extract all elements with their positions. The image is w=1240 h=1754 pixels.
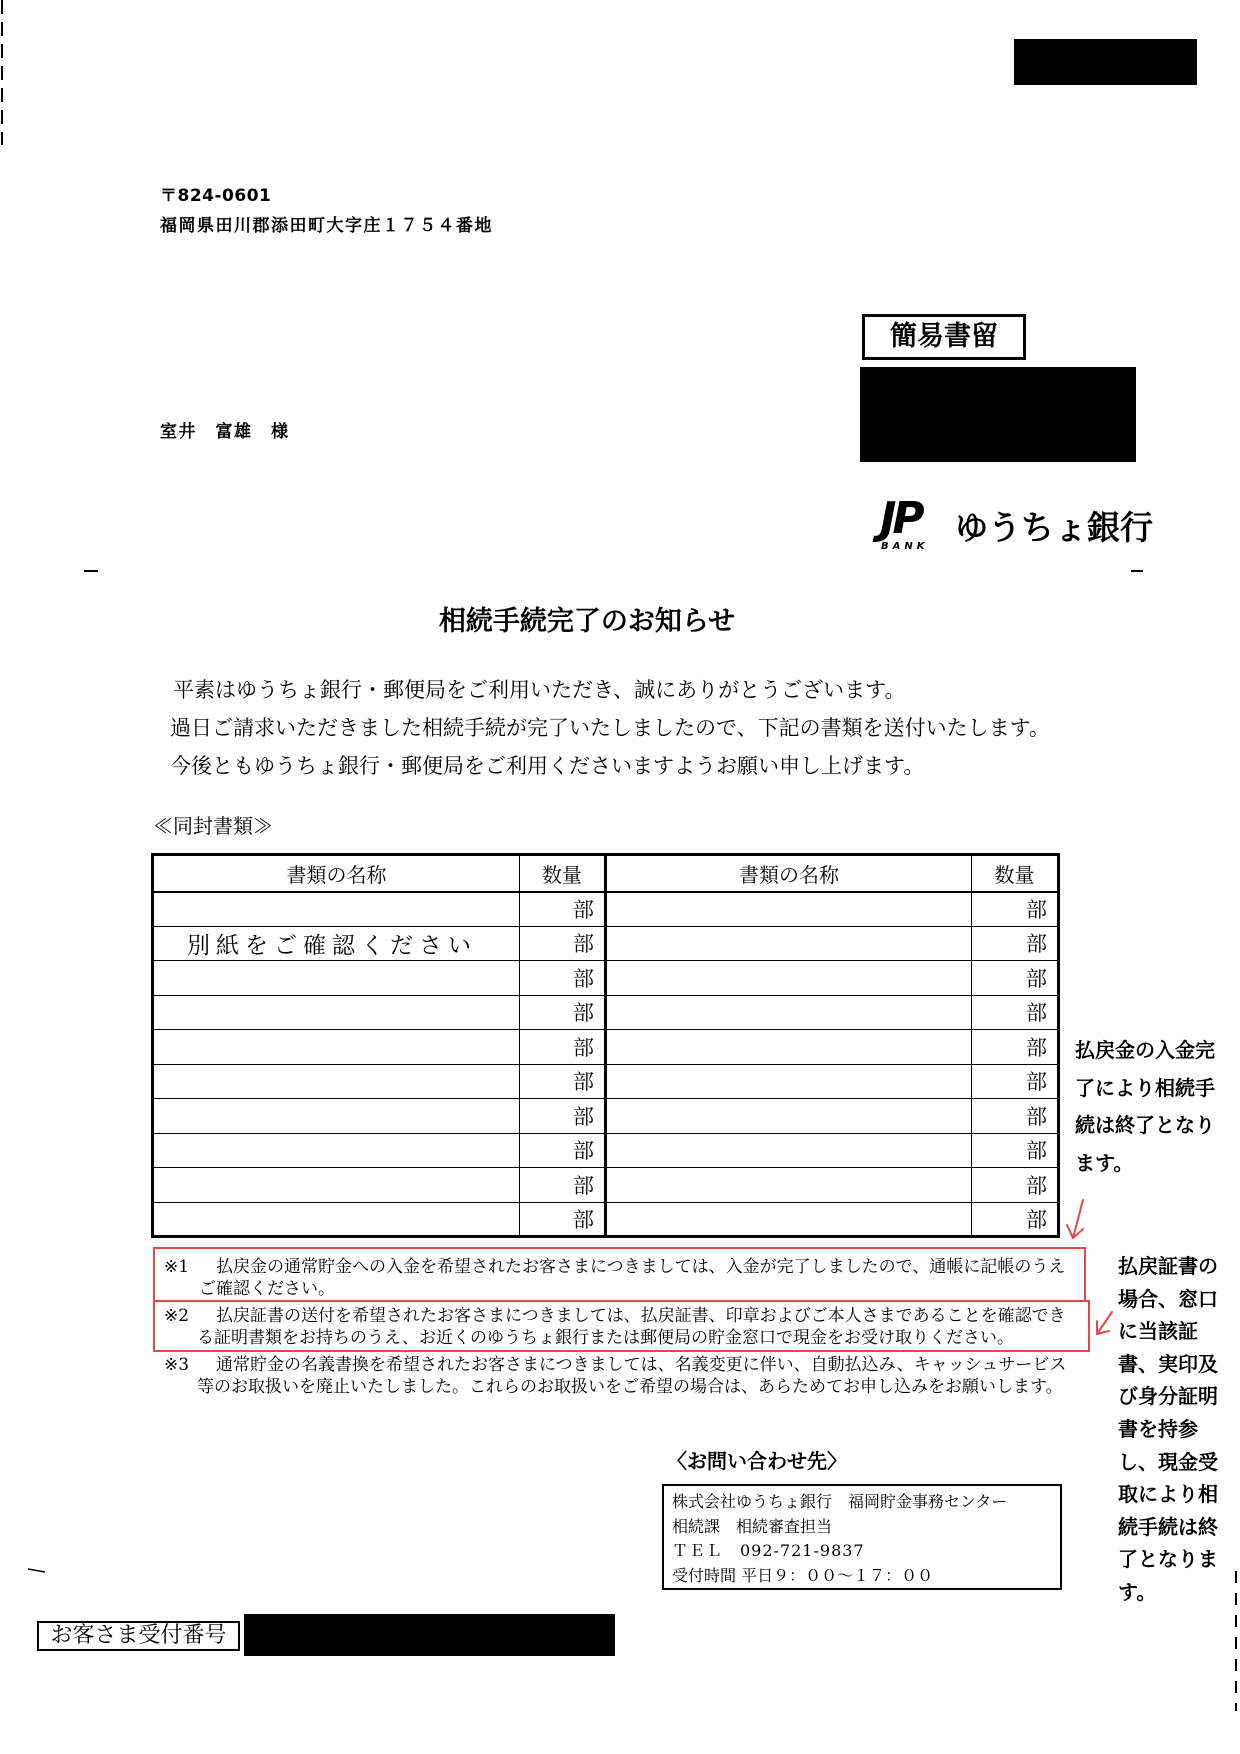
note-1 [164, 1256, 1065, 1300]
jp-bank-logo-mark: JP [880, 493, 921, 544]
recipient-address: 福岡県田川郡添田町大字庄１７５４番地 [160, 216, 493, 236]
jp-bank-logo-sub: BANK [881, 541, 929, 552]
table-row [153, 892, 1059, 927]
document-name-cell [153, 892, 520, 927]
document-name-cell [606, 892, 972, 927]
document-name-cell [153, 995, 520, 1030]
document-name-cell [153, 1202, 520, 1237]
document-name-cell [606, 1064, 972, 1099]
quantity-cell: 部 [520, 1168, 606, 1203]
document-name-cell: 別紙をご確認ください [153, 926, 520, 961]
annotation-line: 了により相続手 [1075, 1075, 1215, 1100]
annotation-line: 書、実印及 [1118, 1351, 1218, 1376]
note-line: ご確認ください。 [199, 1279, 335, 1299]
quantity-cell: 部 [972, 1168, 1059, 1203]
body-paragraph [170, 671, 1050, 785]
table-row [153, 1202, 1059, 1237]
quantity-cell: 部 [520, 926, 606, 961]
annotation-line: し、現金受 [1118, 1449, 1218, 1474]
document-name-cell [153, 1099, 520, 1134]
quantity-cell: 部 [972, 1202, 1059, 1237]
contact-heading: 〈お問い合わせ先〉 [667, 1449, 847, 1473]
annotation-line: す。 [1118, 1579, 1157, 1604]
document-name-cell [606, 995, 972, 1030]
scan-edge-mark-left [0, 0, 4, 150]
document-name-cell [153, 1064, 520, 1099]
annotation-line: 続手続は終 [1118, 1514, 1218, 1539]
quantity-cell: 部 [972, 1099, 1059, 1134]
note-marker: ※3 [164, 1355, 190, 1375]
annotation-line: 場合、窓口 [1118, 1286, 1218, 1311]
quantity-cell: 部 [972, 1030, 1059, 1065]
document-name-cell [606, 961, 972, 996]
note-marker: ※2 [164, 1306, 190, 1326]
note-line: 通常貯金の名義書換を希望されたお客さまにつきましては、名義変更に伴い、自動払込み、キャッシュサービス [216, 1355, 1067, 1375]
note-line: 払戻金の通常貯金への入金を希望されたお客さまにつきましては、入金が完了しましたので、通帳に記帳のうえ [216, 1257, 1066, 1277]
annotation-line: ます。 [1075, 1151, 1134, 1176]
document-name-cell [606, 926, 972, 961]
enclosures-heading: ≪同封書類≫ [153, 814, 273, 838]
quantity-cell: 部 [520, 892, 606, 927]
quantity-cell: 部 [520, 961, 606, 996]
header-document-name: 書類の名称 [153, 855, 520, 892]
body-line: 過日ご請求いただきました相続手続が完了いたしましたので、下記の書類を送付いたします。 [170, 716, 1050, 740]
document-name-cell [606, 1133, 972, 1168]
header-quantity: 数量 [972, 855, 1059, 892]
document-name-cell [153, 1030, 520, 1065]
annotation-arrow-icon [1093, 1310, 1115, 1338]
annotation-arrow-icon [1064, 1198, 1088, 1244]
annotation-line: 続は終了となり [1075, 1113, 1215, 1138]
header-document-name: 書類の名称 [606, 855, 972, 892]
fold-mark-right [1131, 570, 1143, 572]
quantity-cell: 部 [972, 926, 1059, 961]
quantity-cell: 部 [520, 1133, 606, 1168]
contact-details [672, 1490, 1007, 1589]
body-line: 平素はゆうちょ銀行・郵便局をご利用いただき、誠にありがとうございます。 [173, 678, 906, 702]
recipient-name: 室井 富雄 様 [160, 422, 290, 442]
redaction-box [860, 367, 1136, 462]
quantity-cell: 部 [520, 1099, 606, 1134]
quantity-cell: 部 [972, 961, 1059, 996]
side-annotation-deposit [1075, 1032, 1215, 1183]
quantity-cell: 部 [972, 995, 1059, 1030]
fold-mark-left [84, 570, 98, 572]
document-name-cell [606, 1168, 972, 1203]
quantity-cell: 部 [972, 892, 1059, 927]
registered-mail-stamp: 簡易書留 [862, 314, 1026, 360]
document-name-cell [606, 1099, 972, 1134]
annotation-line: 払戻金の入金完 [1075, 1038, 1215, 1062]
quantity-cell: 部 [972, 1064, 1059, 1099]
scan-speck [27, 1567, 47, 1575]
table-body [153, 892, 1059, 1237]
side-annotation-certificate [1118, 1250, 1218, 1609]
quantity-cell: 部 [520, 1030, 606, 1065]
annotation-line: 了となりま [1118, 1547, 1218, 1572]
table-header-row [153, 855, 1059, 892]
postal-code: 〒824-0601 [160, 186, 272, 206]
body-line: 今後ともゆうちょ銀行・郵便局をご利用くださいますようお願い申し上げます。 [170, 754, 925, 778]
table-row [153, 995, 1059, 1030]
annotation-line: び身分証明 [1118, 1384, 1218, 1409]
table-row [153, 926, 1059, 961]
quantity-cell: 部 [520, 995, 606, 1030]
document-name-cell [153, 961, 520, 996]
table-row [153, 1168, 1059, 1203]
annotation-line: に当該証 [1118, 1319, 1198, 1344]
scan-edge-mark-right [1234, 1571, 1238, 1713]
document-name-cell [153, 1168, 520, 1203]
quantity-cell: 部 [972, 1133, 1059, 1168]
bank-name: ゆうちょ銀行 [955, 508, 1153, 547]
note-line: 等のお取扱いを廃止いたしました。これらのお取扱いをご希望の場合は、あらためてお申し込みをお願いします。 [197, 1377, 1063, 1397]
table-row [153, 1099, 1059, 1134]
contact-line-department: 相続課 相続審査担当 [672, 1516, 833, 1536]
document-name-cell [153, 1133, 520, 1168]
quantity-cell: 部 [520, 1202, 606, 1237]
table-row [153, 961, 1059, 996]
table-row [153, 1064, 1059, 1099]
table-row [153, 1133, 1059, 1168]
note-2 [164, 1305, 1066, 1349]
document-name-cell [606, 1030, 972, 1065]
contact-line-office: 株式会社ゆうちょ銀行 福岡貯金事務センター [672, 1492, 1008, 1511]
annotation-line: 取により相 [1118, 1482, 1218, 1507]
contact-line-phone: ＴＥＬ 092-721-9837 [672, 1541, 865, 1561]
quantity-cell: 部 [520, 1064, 606, 1099]
note-marker: ※1 [164, 1257, 190, 1277]
note-line: る証明書類をお持ちのうえ、お近くのゆうちょ銀行または郵便局の貯金窓口で現金をお受け取りください。 [197, 1328, 1015, 1348]
enclosures-table [151, 853, 1060, 1238]
redaction-box [244, 1614, 615, 1656]
redaction-box [1014, 39, 1197, 85]
note-3 [164, 1354, 1066, 1398]
document-name-cell [606, 1202, 972, 1237]
annotation-line: 書を持参 [1118, 1416, 1198, 1441]
contact-line-hours: 受付時間 平日９：００～１７：００ [672, 1566, 934, 1586]
document-title: 相続手続完了のお知らせ [438, 606, 736, 637]
note-line: 払戻証書の送付を希望されたお客さまにつきましては、払戻証書、印章およびご本人さまであることを確認でき [216, 1306, 1066, 1326]
table-row [153, 1030, 1059, 1065]
reception-number-label: お客さま受付番号 [37, 1621, 240, 1651]
annotation-line: 払戻証書の [1118, 1254, 1218, 1278]
header-quantity: 数量 [520, 855, 606, 892]
